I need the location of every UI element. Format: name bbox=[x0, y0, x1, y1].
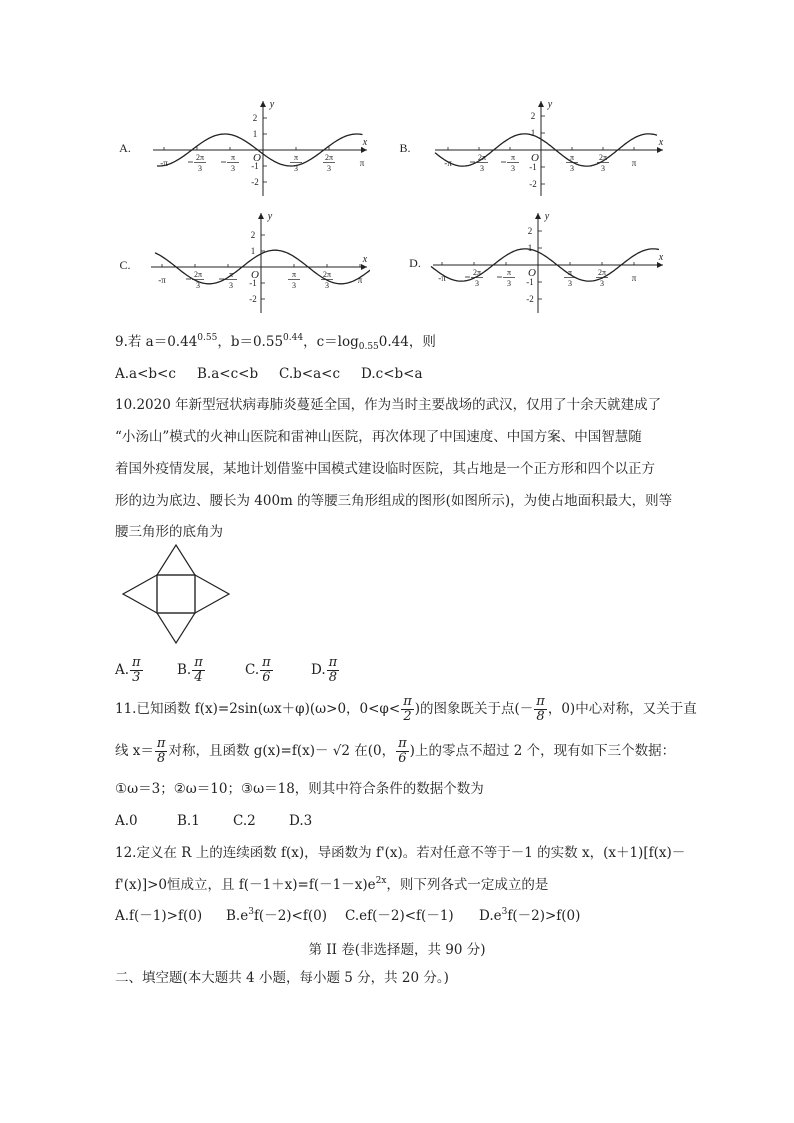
x-tick-label-4-den: 3 bbox=[327, 164, 331, 173]
q10-option-a-den: 3 bbox=[132, 670, 141, 685]
q11-l2-a: 线 x＝ bbox=[115, 743, 154, 759]
x-tick-label-2-den: 3 bbox=[229, 281, 233, 290]
q9-c-base: 0.55 bbox=[358, 342, 379, 352]
q12-line-1: 12.定义在 R 上的连续函数 f(x)，导函数为 f'(x)。若对任意不等于－1 的实数 x，(x＋1)[f(x)－ bbox=[115, 845, 686, 861]
origin-label: O bbox=[253, 152, 261, 164]
q10-option-b-num: π bbox=[194, 655, 203, 670]
q10-option-c-den: 6 bbox=[262, 670, 271, 685]
x-tick-label-5-text: π bbox=[357, 275, 363, 285]
y-tick-label-2: -1 bbox=[529, 162, 537, 172]
q9-a: 9.若 a＝0.44 bbox=[115, 334, 198, 350]
q11-l1-frac2-den: 8 bbox=[536, 709, 545, 724]
y-tick-label-0: 2 bbox=[530, 111, 536, 121]
x-tick-label-3 bbox=[566, 153, 578, 173]
q9-c-tail: 0.44，则 bbox=[378, 334, 436, 350]
y-tick-label-1: 1 bbox=[252, 129, 258, 139]
square-triangles-figure bbox=[117, 543, 235, 647]
q9-options bbox=[115, 365, 423, 383]
graph-c-svg bbox=[115, 207, 370, 317]
y-axis-label: y bbox=[547, 99, 553, 110]
x-tick-label-2-den: 3 bbox=[231, 164, 235, 173]
y-axis-arrow bbox=[258, 213, 264, 219]
q12-option-b[interactable] bbox=[226, 907, 345, 925]
x-tick-label-3-den: 3 bbox=[292, 281, 296, 290]
q11-l2-frac2-den: 6 bbox=[398, 751, 407, 766]
x-tick-label-2 bbox=[501, 153, 519, 173]
section-heading: 二、填空题(本大题共 4 小题，每小题 5 分，共 20 分。) bbox=[115, 970, 449, 986]
y-axis-arrow bbox=[260, 101, 266, 107]
x-tick-label-0 bbox=[158, 275, 166, 285]
q10-option-d-frac bbox=[327, 656, 340, 685]
x-tick-label-4-num: 2π bbox=[322, 270, 332, 279]
x-axis-label: x bbox=[658, 252, 664, 263]
q11-l1-c: ，0)中心对称，又关于直 bbox=[547, 701, 697, 717]
q12-option-d-sup: 3 bbox=[501, 907, 508, 917]
q9-option-c[interactable]: C.b<a<c bbox=[279, 366, 341, 382]
y-tick-label-1: 1 bbox=[250, 246, 256, 256]
q12-option-b-post: f(－2)<f(0) bbox=[253, 908, 327, 924]
x-tick-label-1-den: 3 bbox=[196, 281, 200, 290]
graph-d-svg bbox=[405, 207, 667, 317]
graph-a-svg bbox=[115, 95, 370, 200]
x-tick-label-1-den: 3 bbox=[480, 164, 484, 173]
x-tick-label-3-den: 3 bbox=[568, 279, 572, 288]
q11-l1-a: 11.已知函数 f(x)=2sin(ωx＋φ)(ω>0，0<φ< bbox=[115, 701, 401, 717]
q10-line-4: 形的边为底边、腰长为 400m 的等腰三角形组成的图形(如图所示)，为使占地面积最大，则等 bbox=[115, 493, 673, 509]
q11-line-1 bbox=[115, 692, 697, 726]
q9-b: ，b＝0.55 bbox=[217, 334, 284, 350]
x-tick-label-1-num: 2π bbox=[477, 153, 487, 162]
q12-line-2 bbox=[115, 876, 548, 894]
x-tick-label-4-den: 3 bbox=[325, 281, 329, 290]
x-tick-label-3-num: π bbox=[567, 268, 573, 277]
x-tick-label-3 bbox=[290, 153, 302, 173]
q11-l1-frac1-num: π bbox=[403, 694, 412, 709]
x-tick-label-2-den: 3 bbox=[511, 164, 515, 173]
q10-figure bbox=[117, 543, 235, 647]
q9-stem bbox=[115, 333, 436, 351]
q10-option-d-label: D. bbox=[311, 662, 326, 678]
q10-line-2: “小汤山”模式的火神山医院和雷神山医院，再次体现了中国速度、中国方案、中国智慧随 bbox=[115, 429, 642, 445]
x-tick-label-4-den: 3 bbox=[601, 164, 605, 173]
origin-label: O bbox=[528, 267, 536, 279]
q12-option-d-pre: D.e bbox=[479, 908, 502, 924]
x-tick-label-3-num: π bbox=[569, 153, 575, 162]
x-tick-label-1-num: 2π bbox=[193, 270, 203, 279]
x-tick-label-4-num: 2π bbox=[598, 153, 608, 162]
q10-option-d-num: π bbox=[328, 655, 338, 670]
q11-line-2 bbox=[115, 734, 675, 768]
q12-option-c-text: C.ef(－2)<f(－1) bbox=[345, 908, 454, 924]
q12-option-a[interactable] bbox=[115, 907, 226, 925]
x-tick-label-3-num: π bbox=[293, 153, 299, 162]
x-axis-label: x bbox=[362, 254, 368, 265]
x-tick-label-1-den: 3 bbox=[198, 164, 202, 173]
y-tick-label-3: -2 bbox=[526, 294, 534, 304]
q10-option-c-label: C. bbox=[245, 662, 260, 678]
y-tick-label-3: -2 bbox=[251, 177, 259, 187]
origin-label: O bbox=[251, 269, 259, 281]
q11-option-b[interactable]: B.1 bbox=[177, 813, 200, 829]
q12-option-a-text: A.f(－1)>f(0) bbox=[115, 908, 203, 924]
q11-l1-frac2 bbox=[534, 695, 547, 724]
x-tick-label-2-num: π bbox=[506, 268, 512, 277]
x-tick-label-5 bbox=[360, 158, 365, 168]
q11-l1-b: )的图象既关于点(－ bbox=[414, 701, 534, 717]
x-tick-label-1-num: 2π bbox=[472, 268, 482, 277]
q9-a-exp: 0.55 bbox=[197, 333, 218, 343]
graph-letter-label: B. bbox=[399, 141, 411, 155]
x-tick-label-3-num: π bbox=[291, 270, 297, 279]
y-axis-label: y bbox=[269, 99, 275, 110]
q11-l2-frac2-num: π bbox=[398, 736, 407, 751]
graph-letter-label: A. bbox=[119, 141, 131, 155]
x-tick-label-3-den: 3 bbox=[294, 164, 298, 173]
y-tick-label-3: -2 bbox=[249, 294, 257, 304]
y-tick-label-1: 1 bbox=[530, 128, 536, 138]
section-title: 第 II 卷(非选择题，共 90 分) bbox=[308, 942, 486, 958]
q11-l1-frac2-num: π bbox=[536, 694, 545, 709]
x-axis-label: x bbox=[658, 137, 664, 148]
q12-l2-a: f'(x)]>0恒成立，且 f(－1＋x)=f(－1－x)e bbox=[115, 877, 376, 893]
x-tick-label-5 bbox=[632, 273, 637, 283]
q12-option-d[interactable] bbox=[479, 907, 580, 925]
y-axis-label: y bbox=[544, 211, 550, 222]
x-tick-label-0-text: -π bbox=[160, 158, 168, 168]
graph-b-svg bbox=[395, 95, 665, 200]
y-tick-label-2: -1 bbox=[249, 278, 257, 288]
x-tick-label-4 bbox=[323, 153, 335, 173]
q9-option-b[interactable]: B.a<c<b bbox=[197, 366, 259, 382]
x-tick-label-2-num: π bbox=[510, 153, 516, 162]
x-tick-label-0-text: -π bbox=[444, 158, 452, 168]
q9-option-d[interactable]: D.c<b<a bbox=[361, 366, 423, 382]
q12-option-b-sup: 3 bbox=[248, 907, 254, 917]
q10-option-d-den: 8 bbox=[328, 670, 338, 685]
q11-l2-frac1-num: π bbox=[156, 736, 166, 751]
q10-option-d[interactable] bbox=[311, 652, 340, 688]
q11-option-d[interactable]: D.3 bbox=[289, 813, 313, 829]
y-tick-label-2: -1 bbox=[526, 277, 534, 287]
q12-l2-b: ，则下列各式一定成立的是 bbox=[386, 877, 549, 893]
x-tick-label-3 bbox=[288, 270, 300, 290]
x-tick-label-4-num: 2π bbox=[324, 153, 334, 162]
q12-l2-exp: 2x bbox=[375, 876, 387, 886]
q10-option-a-label: A. bbox=[115, 662, 130, 678]
x-tick-label-5-text: π bbox=[359, 158, 365, 168]
q10-option-b[interactable] bbox=[177, 652, 245, 688]
y-axis-arrow bbox=[538, 101, 544, 107]
center-square bbox=[157, 575, 195, 613]
q12-option-c[interactable] bbox=[345, 907, 479, 925]
q12-option-b-pre: B.e bbox=[226, 908, 249, 924]
y-tick-label-0: 2 bbox=[250, 230, 256, 240]
x-tick-label-4-num: 2π bbox=[597, 268, 607, 277]
q11-l2-frac1 bbox=[155, 737, 168, 766]
y-tick-label-0: 2 bbox=[527, 226, 533, 236]
y-axis-arrow bbox=[535, 213, 541, 219]
q10-option-c-frac bbox=[260, 656, 273, 685]
x-tick-label-1-num: 2π bbox=[195, 153, 205, 162]
q12-options bbox=[115, 907, 580, 925]
y-axis-label: y bbox=[267, 211, 273, 222]
q10-option-c[interactable] bbox=[245, 652, 311, 688]
x-tick-label-1-den: 3 bbox=[475, 279, 479, 288]
q10-option-a-num: π bbox=[132, 655, 141, 670]
graph-letter-label: C. bbox=[119, 258, 131, 272]
graph-c bbox=[115, 207, 370, 317]
q10-options bbox=[115, 652, 340, 688]
y-tick-label-2: -1 bbox=[251, 161, 259, 171]
y-tick-label-1: 1 bbox=[527, 243, 533, 253]
q10-option-b-frac bbox=[192, 656, 205, 685]
x-tick-label-1 bbox=[188, 153, 206, 173]
triangle-bottom bbox=[157, 613, 195, 643]
q9-b-exp: 0.44 bbox=[283, 333, 304, 343]
q10-line-3: 着国外疫情发展，某地计划借鉴中国模式建设临时医院，其占地是一个正方形和四个以正方 bbox=[115, 461, 655, 477]
q10-option-b-label: B. bbox=[177, 662, 192, 678]
q11-l2-b: 对称，且函数 g(x)=f(x)－ √2 在(0， bbox=[168, 743, 396, 759]
q11-options bbox=[115, 812, 312, 830]
x-tick-label-3-den: 3 bbox=[570, 164, 574, 173]
graph-a bbox=[115, 95, 370, 200]
x-tick-label-2 bbox=[497, 268, 515, 288]
x-tick-label-5-text: π bbox=[631, 273, 637, 283]
q10-option-a[interactable] bbox=[115, 652, 177, 688]
y-tick-label-3: -2 bbox=[529, 179, 537, 189]
q10-option-c-num: π bbox=[262, 655, 271, 670]
q10-line-1: 10.2020 年新型冠状病毒肺炎蔓延全国，作为当时主要战场的武汉，仅用了十余天就建成了 bbox=[115, 397, 662, 413]
q11-l1-frac1 bbox=[401, 695, 414, 724]
triangle-right bbox=[195, 575, 229, 613]
triangle-top bbox=[157, 545, 195, 575]
q12-option-d-post: f(－2)>f(0) bbox=[507, 908, 581, 924]
q9-option-a[interactable]: A.a<b<c bbox=[115, 366, 176, 382]
x-tick-label-2-num: π bbox=[228, 270, 234, 279]
x-tick-label-2 bbox=[221, 153, 239, 173]
x-tick-label-2-num: π bbox=[230, 153, 236, 162]
x-tick-label-0-text: -π bbox=[158, 275, 166, 285]
graph-letter-label: D. bbox=[409, 256, 421, 270]
x-tick-label-2-den: 3 bbox=[507, 279, 511, 288]
q10-option-b-den: 4 bbox=[194, 670, 203, 685]
q11-l2-c: )上的零点不超过 2 个，现有如下三个数据： bbox=[409, 743, 676, 759]
q11-l2-frac2 bbox=[396, 737, 409, 766]
x-tick-label-5 bbox=[632, 158, 637, 168]
q11-line-3: ①ω＝3；②ω＝10；③ω＝18，则其中符合条件的数据个数为 bbox=[115, 781, 484, 797]
q11-option-c[interactable]: C.2 bbox=[233, 813, 256, 829]
x-tick-label-5-text: π bbox=[631, 158, 637, 168]
q9-c: ，c＝log bbox=[303, 334, 359, 350]
x-tick-label-4-den: 3 bbox=[600, 279, 604, 288]
q11-l2-frac1-den: 8 bbox=[157, 751, 166, 766]
x-axis-label: x bbox=[362, 137, 368, 148]
origin-label: O bbox=[531, 152, 539, 164]
q11-l1-frac1-den: 2 bbox=[403, 709, 412, 724]
q10-line-5: 腰三角形的底角为 bbox=[115, 524, 223, 540]
q11-option-a[interactable]: A.0 bbox=[115, 813, 138, 829]
graph-b bbox=[395, 95, 665, 200]
graph-d bbox=[405, 207, 667, 317]
triangle-left bbox=[123, 575, 157, 613]
q10-option-a-frac bbox=[130, 656, 143, 685]
x-tick-label-0-text: -π bbox=[438, 273, 446, 283]
y-tick-label-0: 2 bbox=[252, 113, 258, 123]
